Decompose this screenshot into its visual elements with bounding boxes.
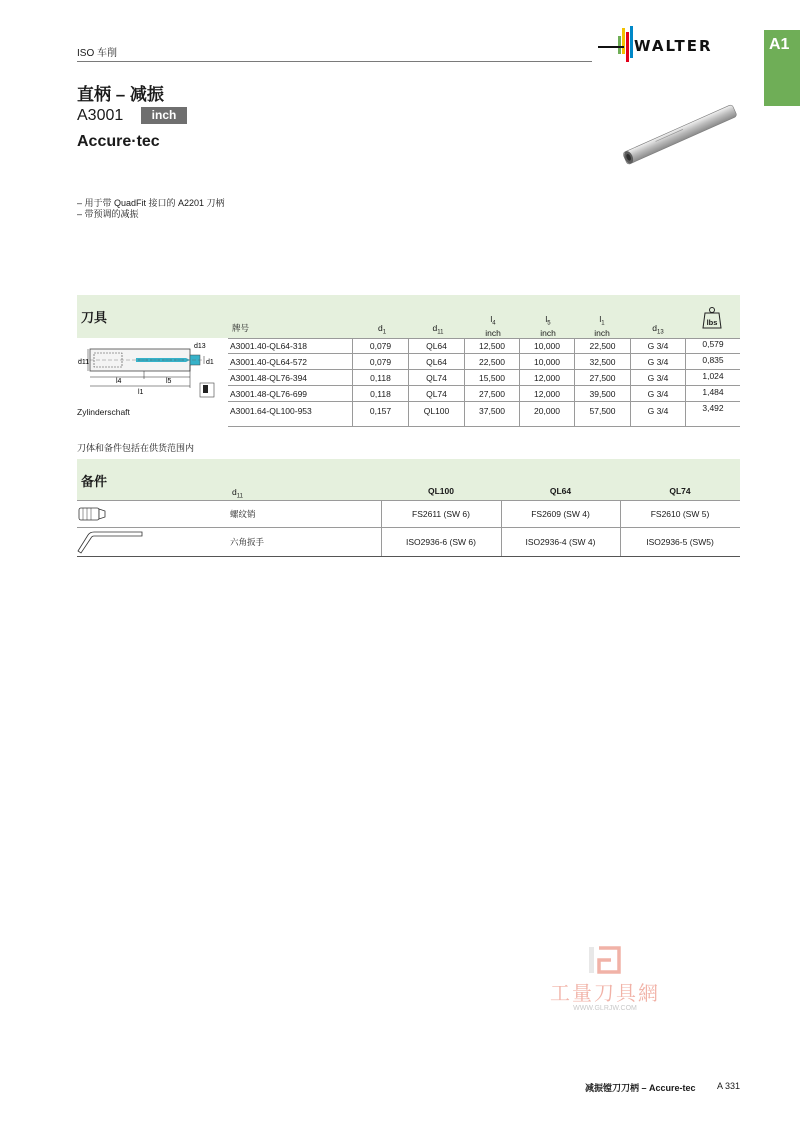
logo-bar-yellow bbox=[622, 28, 625, 54]
cell-weight: 3,492 bbox=[702, 403, 724, 413]
cell-d1: 0,079 bbox=[369, 341, 392, 351]
row-divider bbox=[228, 426, 740, 427]
dim-l5: l5 bbox=[166, 378, 172, 385]
logo-bar-green bbox=[618, 36, 621, 54]
cell-designation: A3001.64-QL100-953 bbox=[230, 406, 312, 416]
section-label: ISO 车削 bbox=[77, 48, 118, 59]
acc-value: ISO2936-5 (SW5) bbox=[646, 537, 714, 547]
cell-d1: 0,157 bbox=[369, 406, 392, 416]
row-divider bbox=[228, 385, 740, 386]
cell-d11: QL64 bbox=[426, 341, 447, 351]
scope-note: 刀体和备件包括在供货范围内 bbox=[77, 443, 195, 453]
walter-logo bbox=[598, 26, 748, 66]
header-divider bbox=[77, 61, 592, 62]
page-title: 直柄 – 减振 bbox=[77, 85, 164, 104]
page-number: A 331 bbox=[717, 1081, 741, 1091]
col-l4: $l_4$ inch bbox=[485, 314, 501, 338]
cell-l5: 10,000 bbox=[534, 357, 560, 367]
cell-l1: 57,500 bbox=[589, 406, 616, 416]
acc-col-ql74: QL74 bbox=[669, 486, 691, 496]
acc-col-ql64: QL64 bbox=[549, 486, 572, 496]
cell-d11: QL74 bbox=[426, 373, 447, 383]
cell-l5: 10,000 bbox=[534, 341, 560, 351]
cell-l4: 12,500 bbox=[479, 341, 505, 351]
watermark-url: WWW.GLRJW.COM bbox=[573, 1005, 637, 1012]
col-d11: $d_{11}$ bbox=[432, 323, 444, 336]
section-tab: A1 bbox=[764, 30, 800, 106]
acc-divider bbox=[77, 556, 740, 557]
acc-col-ql100: QL100 bbox=[428, 486, 454, 496]
dim-l4: l4 bbox=[116, 378, 122, 385]
acc-divider bbox=[77, 500, 740, 501]
dim-l1: l1 bbox=[138, 389, 144, 396]
cell-l5: 12,000 bbox=[534, 373, 560, 383]
hex-key-icon bbox=[76, 529, 146, 555]
acc-value: ISO2936-6 (SW 6) bbox=[406, 537, 476, 547]
accessories-heading: 备件 bbox=[81, 474, 108, 489]
cell-l1: 22,500 bbox=[589, 341, 616, 351]
cell-d13: G 3/4 bbox=[647, 373, 669, 383]
product-code: A3001 bbox=[77, 107, 124, 124]
series-name: Accure·tec bbox=[77, 133, 160, 150]
footer-title: 减振镗刀刀柄 – Accure-tec bbox=[585, 1083, 696, 1093]
watermark-logo-icon bbox=[587, 945, 623, 975]
feature-list bbox=[77, 198, 225, 220]
col-d1: $d_1$ bbox=[377, 323, 387, 336]
feature-item: – 用于带 QuadFit 接口的 A2201 刀柄 bbox=[77, 198, 225, 208]
logo-bar-red bbox=[626, 32, 629, 62]
row-divider bbox=[228, 353, 740, 354]
col-weight: lbs bbox=[706, 318, 718, 327]
cell-designation: A3001.48-QL76-394 bbox=[230, 373, 308, 383]
cell-l4: 15,500 bbox=[479, 373, 505, 383]
tools-heading: 刀具 bbox=[81, 310, 108, 325]
acc-value: FS2609 (SW 4) bbox=[531, 509, 590, 519]
cell-l4: 27,500 bbox=[479, 389, 505, 399]
cell-d1: 0,118 bbox=[370, 373, 391, 383]
cell-l4: 22,500 bbox=[479, 357, 505, 367]
unit-badge: inch bbox=[141, 107, 187, 124]
acc-value: ISO2936-4 (SW 4) bbox=[525, 537, 596, 547]
feature-item: – 带预调的减振 bbox=[77, 209, 139, 219]
dim-d1: d1 bbox=[206, 359, 214, 366]
tools-header-band bbox=[77, 295, 740, 338]
cell-d11: QL100 bbox=[423, 406, 450, 416]
cell-l4: 37,500 bbox=[479, 406, 505, 416]
boring-bar-image bbox=[615, 100, 745, 170]
cell-l1: 32,500 bbox=[589, 357, 616, 367]
acc-divider bbox=[77, 527, 740, 528]
col-l1: $l_1$ inch bbox=[594, 314, 610, 338]
logo-text: WALTER bbox=[634, 37, 713, 55]
col-d13: $d_{13}$ bbox=[652, 323, 664, 336]
col-l5: $l_5$ inch bbox=[540, 314, 556, 338]
cell-d13: G 3/4 bbox=[647, 389, 669, 399]
cell-l1: 39,500 bbox=[589, 389, 616, 399]
acc-name: 六角扳手 bbox=[230, 537, 265, 547]
cell-d11: QL64 bbox=[426, 357, 447, 367]
watermark-text: 工量刀具網 bbox=[550, 981, 660, 1005]
cell-weight: 0,835 bbox=[702, 355, 724, 365]
acc-col-d11: $d_{11}$ bbox=[232, 487, 243, 500]
cell-weight: 1,484 bbox=[702, 387, 724, 397]
cell-designation: A3001.48-QL76-699 bbox=[230, 389, 308, 399]
threaded-pin-icon bbox=[77, 504, 109, 524]
cell-d1: 0,079 bbox=[369, 357, 392, 367]
row-divider bbox=[228, 401, 740, 402]
dim-d11: d11 bbox=[78, 359, 90, 366]
col-designation: 牌号 bbox=[232, 323, 250, 333]
tool-diagram bbox=[76, 339, 226, 401]
row-divider bbox=[228, 369, 740, 370]
cell-weight: 0,579 bbox=[702, 339, 724, 349]
cell-weight: 1,024 bbox=[702, 371, 724, 381]
cell-d11: QL74 bbox=[426, 389, 447, 399]
acc-value: FS2610 (SW 5) bbox=[650, 509, 710, 519]
logo-line bbox=[598, 46, 624, 48]
cell-designation: A3001.40-QL64-318 bbox=[230, 341, 308, 351]
shank-label: Zylinderschaft bbox=[77, 407, 130, 417]
cell-l5: 20,000 bbox=[534, 406, 560, 416]
cell-l5: 12,000 bbox=[534, 389, 560, 399]
cell-d13: G 3/4 bbox=[647, 341, 669, 351]
logo-bar-blue bbox=[630, 26, 633, 58]
cell-designation: A3001.40-QL64-572 bbox=[230, 357, 308, 367]
acc-name: 螺纹销 bbox=[230, 509, 256, 519]
cell-d13: G 3/4 bbox=[647, 406, 669, 416]
dim-d13: d13 bbox=[194, 343, 206, 350]
acc-value: FS2611 (SW 6) bbox=[412, 509, 470, 519]
cell-d1: 0,118 bbox=[370, 389, 391, 399]
watermark bbox=[535, 945, 675, 1025]
row-divider bbox=[228, 338, 740, 339]
cell-d13: G 3/4 bbox=[647, 357, 669, 367]
cell-l1: 27,500 bbox=[589, 373, 616, 383]
